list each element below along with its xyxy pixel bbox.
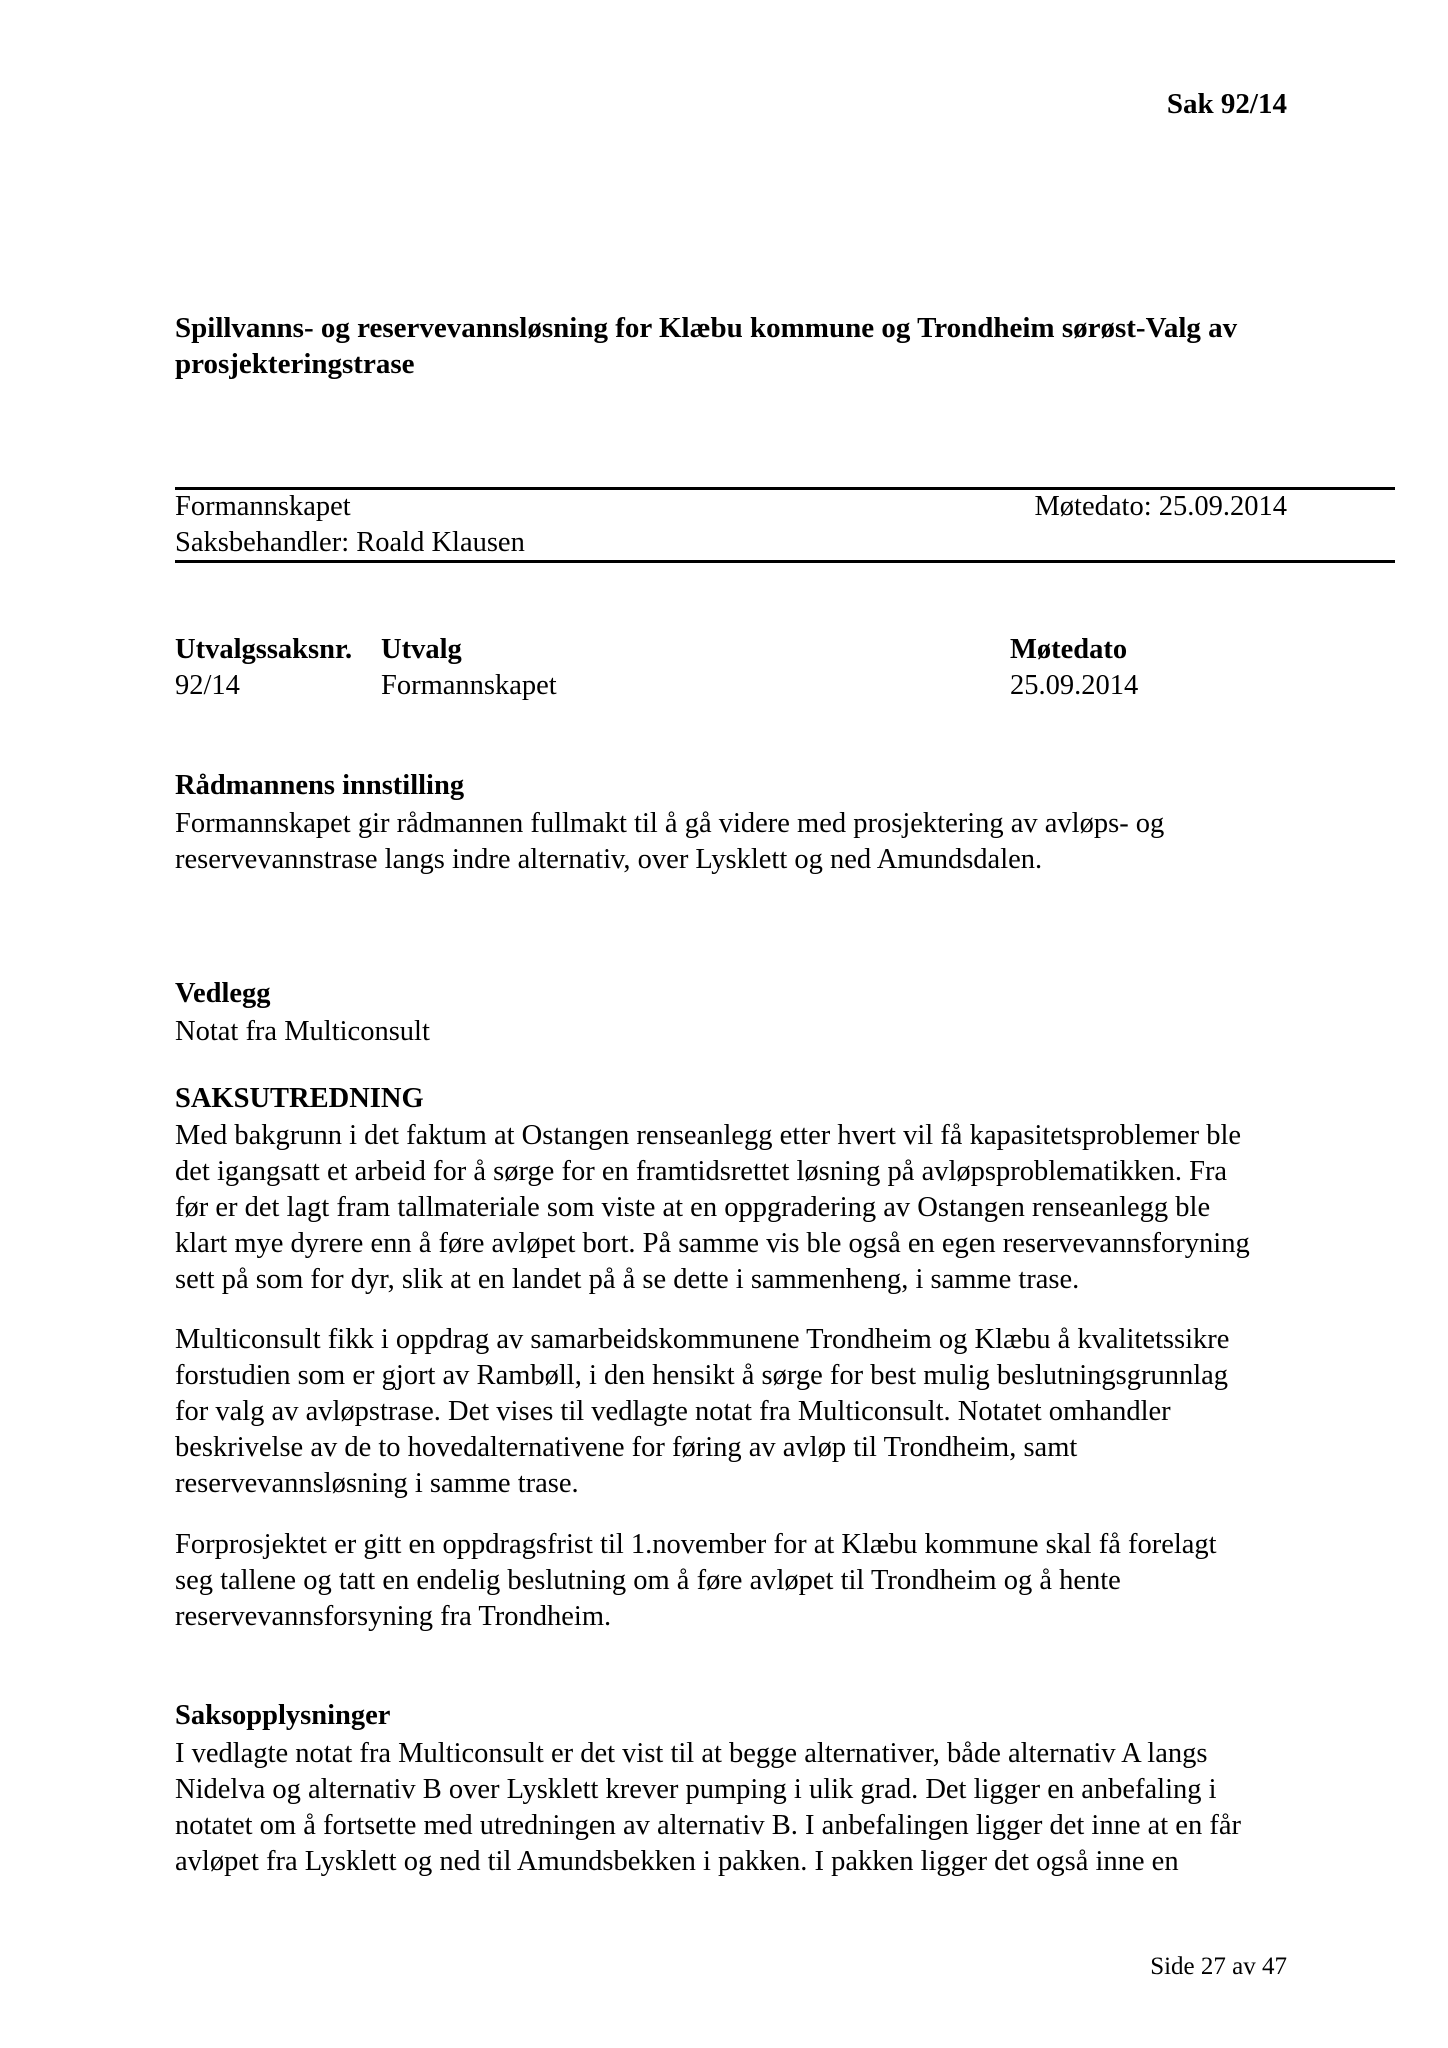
recommendation-text [175,806,1295,878]
text-line: Multiconsult fikk i oppdrag av samarbeidskommunene Trondheim og Klæbu å kvalitetssikre [175,1324,1230,1355]
case-number: Sak 92/14 [1166,88,1287,120]
document-title: Spillvanns- og reservevannsløsning for Klæbu kommune og Trondheim sørøst-Valg av prosjekteringstrase [175,312,1238,380]
text-line: det igangsatt et arbeid for å sørge for en framtidsrettet løsning på avløpsproblematikken. Fra [175,1156,1228,1187]
table-header-committee: Utvalg [381,634,462,665]
text-line: reservevannsforsyning fra Trondheim. [175,1601,612,1632]
text-line: Forprosjektet er gitt en oppdragsfrist til 1.november for at Klæbu kommune skal få forelagt [175,1529,1217,1560]
saksopplysninger-heading: Saksopplysninger [175,1700,391,1731]
text-line: sett på som for dyr, slik at en landet på å se dette i sammenheng, i samme trase. [175,1264,1080,1295]
text-line: for valg av avløpstrase. Det vises til vedlagte notat fra Multiconsult. Notatet omhandler [175,1396,1171,1427]
text-line: før er det lagt fram tallmateriale som viste at en oppgradering av Ostangen renseanlegg ble [175,1192,1211,1223]
text-line: avløpet fra Lysklett og ned til Amundsbekken i pakken. I pakken ligger det også inne en [175,1846,1179,1877]
text-line: beskrivelse av de to hovedalternativene for føring av avløp til Trondheim, samt [175,1432,1078,1463]
table-cell-date: 25.09.2014 [1010,670,1139,701]
case-officer: Saksbehandler: Roald Klausen [175,527,525,558]
saksopplysninger-text [175,1736,1295,1880]
committee-name: Formannskapet [175,491,351,522]
saksutredning-paragraph-1 [175,1118,1295,1298]
recommendation-heading: Rådmannens innstilling [175,770,465,801]
page-number: Side 27 av 47 [1150,1953,1287,1980]
text-line: reservevannstrase langs indre alternativ, over Lysklett og ned Amundsdalen. [175,844,1043,875]
text-line: I vedlagte notat fra Multiconsult er det vist til at begge alternativer, både alternativ A langs [175,1738,1208,1769]
text-line: reservevannsløsning i samme trase. [175,1468,579,1499]
text-line: Formannskapet gir rådmannen fullmakt til å gå videre med prosjektering av avløps- og [175,808,1165,839]
text-line: forstudien som er gjort av Rambøll, i den hensikt å sørge for best mulig beslutningsgrunnlag [175,1360,1229,1391]
table-header-case-no: Utvalgssaksnr. [175,634,353,665]
text-line: Med bakgrunn i det faktum at Ostangen renseanlegg etter hvert vil få kapasitetsproblemer ble [175,1120,1242,1151]
text-line: klart mye dyrere enn å føre avløpet bort. På samme vis ble også en egen reservevannsforyning [175,1228,1250,1259]
saksutredning-heading: SAKSUTREDNING [175,1083,424,1114]
meeting-date: Møtedato: 25.09.2014 [1034,491,1287,522]
bottom-rule [175,560,1395,563]
text-line: Nidelva og alternativ B over Lysklett krever pumping i ulik grad. Det ligger en anbefaling i [175,1774,1217,1805]
text-line: notatet om å fortsette med utredningen av alternativ B. I anbefalingen ligger det inne at en får [175,1810,1241,1841]
table-cell-case-no: 92/14 [175,670,240,701]
attachment-item: Notat fra Multiconsult [175,1016,430,1047]
table-cell-committee: Formannskapet [381,670,557,701]
table-header-date: Møtedato [1010,634,1128,665]
saksutredning-paragraph-3 [175,1527,1295,1635]
text-line: seg tallene og tatt en endelig beslutning om å føre avløpet til Trondheim og å hente [175,1565,1121,1596]
saksutredning-paragraph-2 [175,1322,1295,1502]
attachments-heading: Vedlegg [175,978,271,1009]
